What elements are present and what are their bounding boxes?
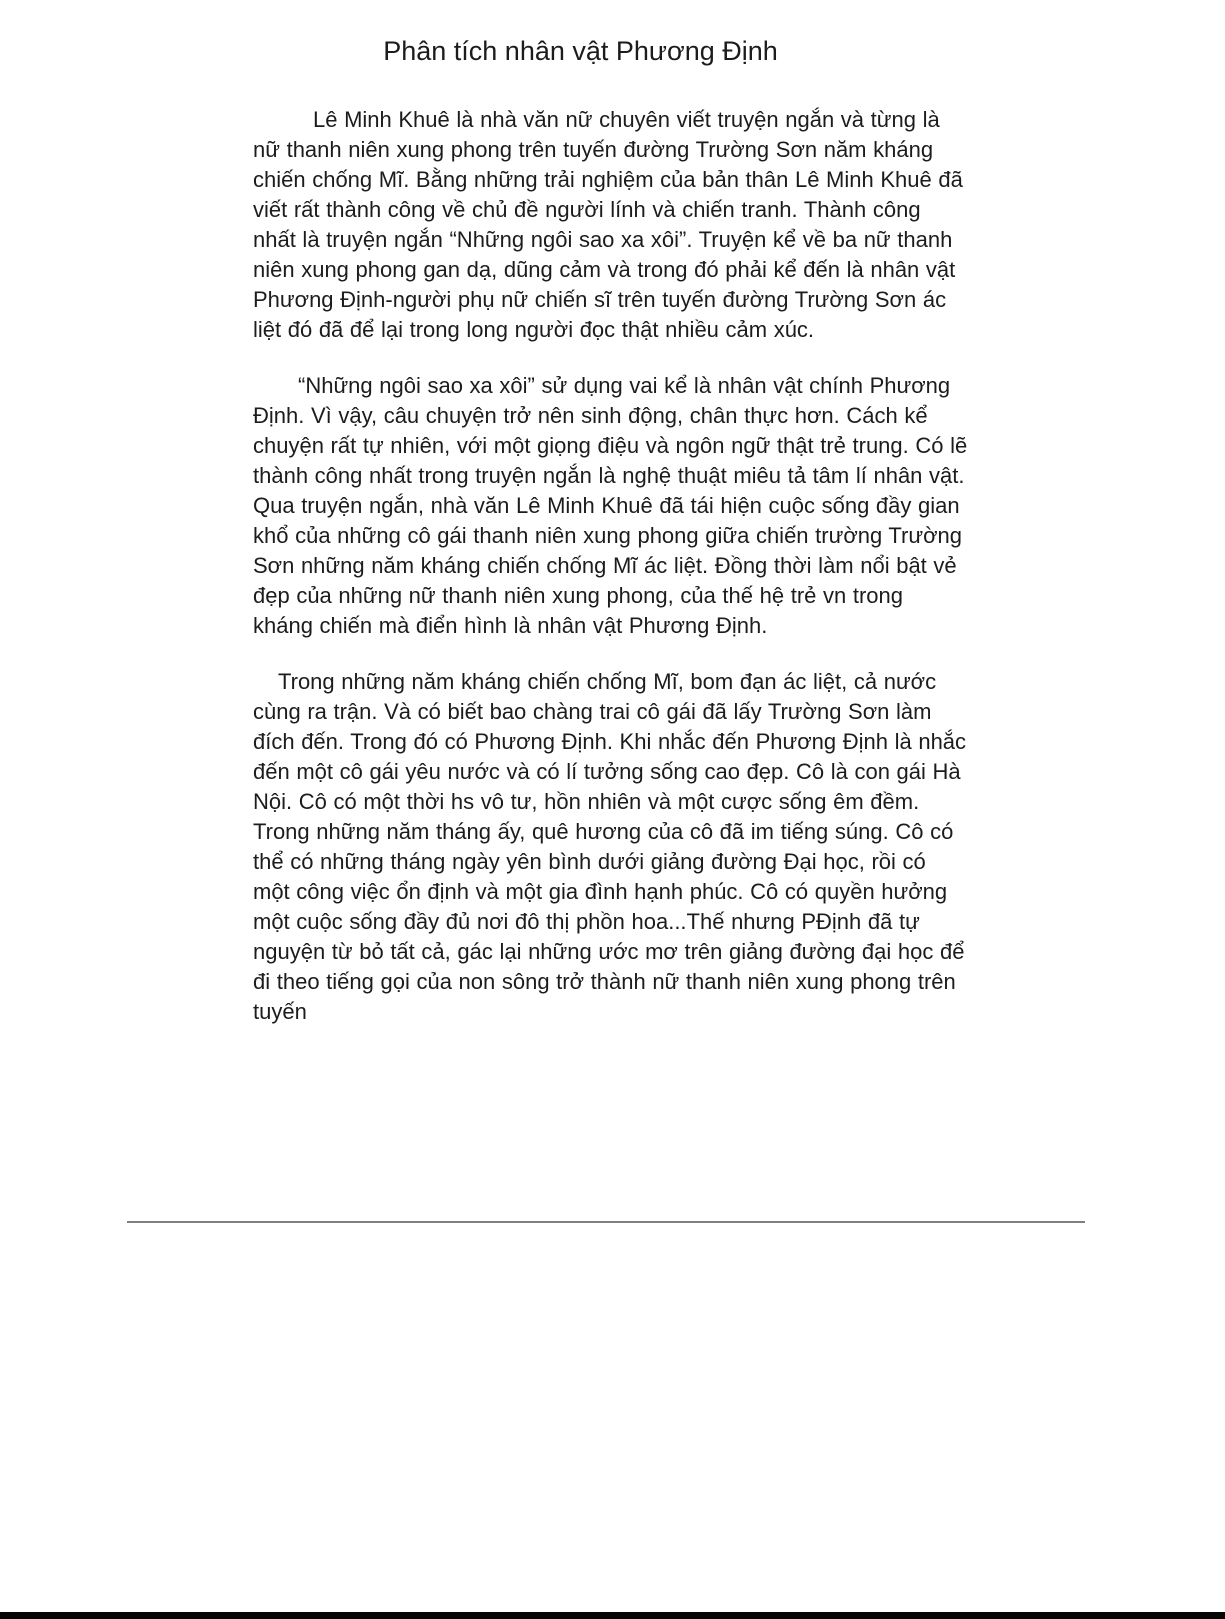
bottom-edge-bar: [0, 1612, 1225, 1619]
paragraph-character-background: Trong những năm kháng chiến chống Mĩ, bom đạn ác liệt, cả nước cùng ra trận. Và có biết bao chàng trai cô gái đã lấy Trường Sơn làm đích đến. Trong đó có Phương Định. Khi nhắc đến Phương Định là nhắc đến một cô gái yêu nước và có lí tưởng sống cao đẹp. Cô là con gái Hà Nội. Cô có một thời hs vô tư, hồn nhiên và một cược sống êm đềm. Trong những năm tháng ấy, quê hương của cô đã im tiếng súng. Cô có thể có những tháng ngày yên bình dưới giảng đường Đại học, rồi có một công việc ổn định và một gia đình hạnh phúc. Cô có quyền hưởng một cuộc sống đầy đủ nơi đô thị phồn hoa...Thế nhưng PĐịnh đã tự nguyện từ bỏ tất cả, gác lại những ước mơ trên giảng đường đại học để đi theo tiếng gọi của non sông trở thành nữ thanh niên xung phong trên tuyến: [253, 669, 967, 1024]
paragraph-narration-analysis: “Những ngôi sao xa xôi” sử dụng vai kể là nhân vật chính Phương Định. Vì vậy, câu chuyện trở nên sinh động, chân thực hơn. Cách kể chuyện rất tự nhiên, với một giọng điệu và ngôn ngữ thật trẻ trung. Có lẽ thành công nhất trong truyện ngắn là nghệ thuật miêu tả tâm lí nhân vật. Qua truyện ngắn, nhà văn Lê Minh Khuê đã tái hiện cuộc sống đầy gian khổ của những cô gái thanh niên xung phong giữa chiến trường Trường Sơn những năm kháng chiến chống Mĩ ác liệt. Đồng thời làm nổi bật vẻ đẹp của những nữ thanh niên xung phong, của thế hệ trẻ vn trong kháng chiến mà điển hình là nhân vật Phương Định.: [253, 373, 968, 638]
page-break-divider: [127, 1221, 1085, 1223]
document-body: [253, 105, 969, 1027]
document-title: Phân tích nhân vật Phương Định: [383, 36, 778, 66]
paragraph-intro: Lê Minh Khuê là nhà văn nữ chuyên viết truyện ngắn và từng là nữ thanh niên xung phong trên tuyến đường Trường Sơn năm kháng chiến chống Mĩ. Bằng những trải nghiệm của bản thân Lê Minh Khuê đã viết rất thành công về chủ đề người lính và chiến tranh. Thành công nhất là truyện ngắn “Những ngôi sao xa xôi”. Truyện kể về ba nữ thanh niên xung phong gan dạ, dũng cảm và trong đó phải kể đến là nhân vật Phương Định-người phụ nữ chiến sĩ trên tuyến đường Trường Sơn ác liệt đó đã để lại trong long người đọc thật nhiều cảm xúc.: [253, 107, 963, 342]
document-page: [0, 34, 1225, 1619]
